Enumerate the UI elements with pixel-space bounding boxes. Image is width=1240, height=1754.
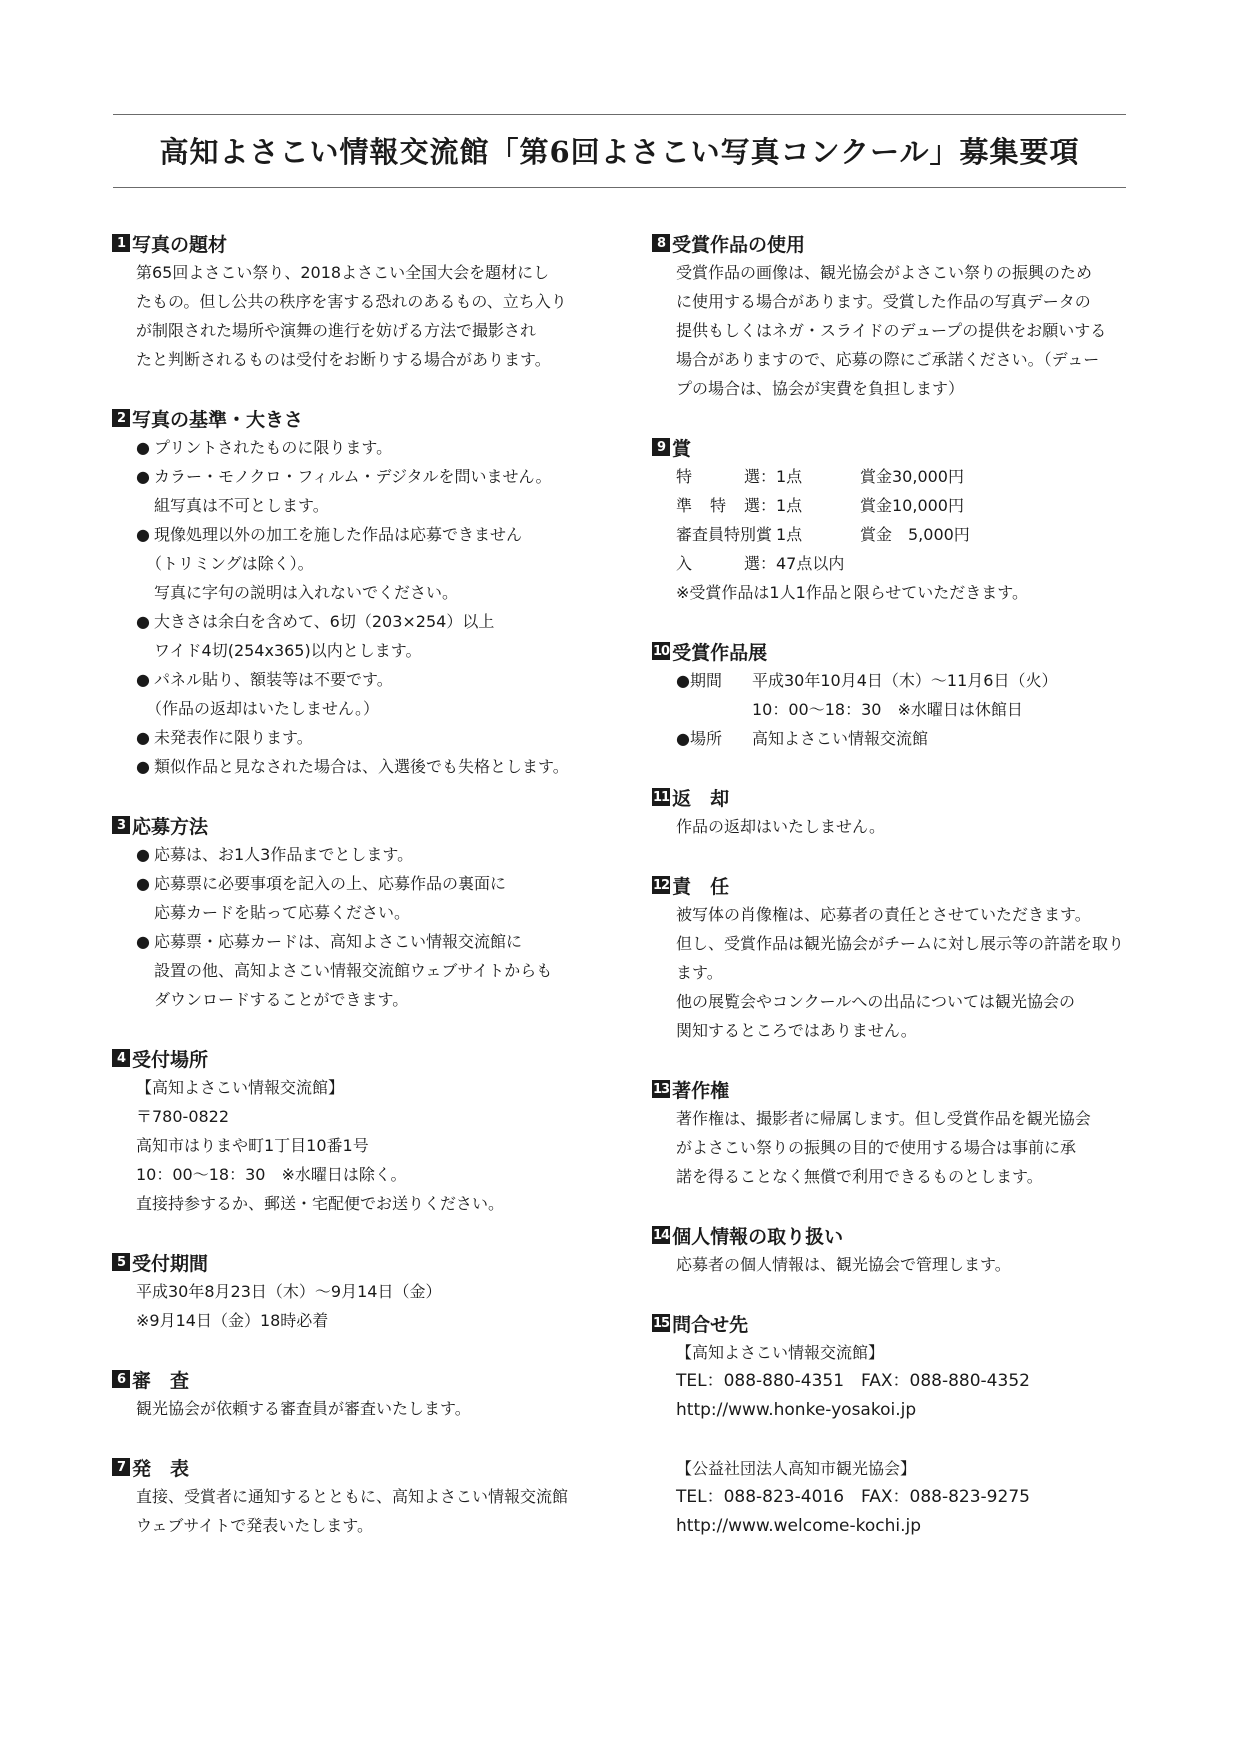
prize-count: ：1点 (760, 467, 803, 486)
section-title: 写真の基準・大きさ (132, 408, 304, 431)
prize-amount: 賞金30,000円 (860, 467, 964, 486)
text-line: 観光協会が依頼する審査員が審査いたします。 (136, 1399, 471, 1418)
bullet-icon: ● (136, 845, 150, 864)
text-line: （作品の返却はいたしません。） (146, 699, 379, 718)
exhibition-place-value: 高知よさこい情報交流館 (752, 729, 929, 748)
bullet-item: ● 応募は、お1人3作品までとします。 (136, 840, 612, 869)
prize-row (676, 462, 1132, 491)
left-column (112, 228, 612, 1540)
bullet-item: ● 類似作品と見なされた場合は、入選後でも失格とします。 (136, 752, 612, 781)
bullet-icon: ● (136, 438, 150, 457)
opening-hours: 10：00～18：30 ※水曜日は除く。 (136, 1165, 407, 1184)
section-number-badge: 14 (653, 1227, 670, 1243)
prize-name: 審査員特別賞 (676, 525, 773, 544)
text-line: たもの。但し公共の秩序を害する恐れのあるもの、立ち入り (136, 292, 567, 311)
bullet-icon: ● (136, 757, 150, 776)
contact-org: 【公益社団法人高知市観光協会】 (676, 1459, 917, 1478)
section-responsibility (652, 870, 1132, 1045)
prize-name: 入選 (676, 554, 760, 573)
prize-row (676, 520, 1132, 549)
section-judging (112, 1364, 612, 1423)
text-line: 設置の他、高知よさこい情報交流館ウェブサイトからも (154, 961, 553, 980)
text-line: 但し、受賞作品は観光協会がチームに対し展示等の許諾を取り (676, 934, 1125, 953)
section-standards (112, 403, 612, 781)
text-line: 応募者の個人情報は、観光協会で管理します。 (676, 1255, 1011, 1274)
prize-name: 準特選 (676, 496, 760, 515)
bullet-item: ● 現像処理以外の加工を施した作品は応募できません (136, 520, 612, 549)
prize-note: ※受賞作品は1人1作品と限らせていただきます。 (676, 583, 1029, 602)
section-announcement (112, 1452, 612, 1540)
section-title: 著作権 (672, 1079, 730, 1102)
text-line: 提供もしくはネガ・スライドのデュープの提供をお願いする (676, 321, 1107, 340)
section-how-to-apply (112, 810, 612, 1014)
text-line: に使用する場合があります。受賞した作品の写真データの (676, 292, 1091, 311)
exhibition-place-label: ●場所 (676, 729, 722, 748)
section-reception-period (112, 1247, 612, 1335)
right-column (652, 228, 1132, 1541)
text-line: 直接持参するか、郵送・宅配便でお送りください。 (136, 1194, 505, 1213)
section-reception-place (112, 1043, 612, 1218)
section-title: 問合せ先 (672, 1313, 749, 1336)
page-title: 高知よさこい情報交流館「第6回よさこい写真コンクール」募集要項 (159, 135, 1080, 169)
exhibition-place (676, 724, 1132, 753)
text-line: がよさこい祭りの振興の目的で使用する場合は事前に承 (676, 1138, 1077, 1157)
prize-row (676, 549, 1132, 578)
text-line: ウェブサイトで発表いたします。 (136, 1516, 373, 1535)
contact-tel-fax: TEL：088-823-4016 FAX：088-823-9275 (676, 1487, 1030, 1507)
text-line: 応募カードを貼って応募ください。 (154, 903, 411, 922)
text-line: 平成30年8月23日（木）～9月14日（金） (136, 1282, 442, 1301)
section-title: 受賞作品の使用 (672, 233, 806, 256)
section-title: 受付場所 (132, 1048, 209, 1071)
section-number-badge: 4 (112, 1049, 130, 1067)
text-line: ワイド4切(254x365)以内とします。 (154, 641, 422, 660)
text-line: ※9月14日（金）18時必着 (136, 1311, 329, 1330)
section-number-badge: 3 (112, 816, 130, 834)
prize-amount: 賞金10,000円 (860, 496, 964, 515)
section-title: 写真の題材 (132, 233, 228, 256)
bullet-icon: ● (136, 467, 150, 486)
text-line: 場合がありますので、応募の際にご承諾ください。（デュー (676, 350, 1100, 369)
contact-url-link[interactable]: http://www.welcome-kochi.jp (676, 1516, 922, 1536)
text-line: ダウンロードすることができます。 (154, 990, 409, 1009)
section-number-badge: 7 (112, 1458, 130, 1476)
section-number-badge: 9 (652, 438, 670, 456)
prize-name: 特選 (676, 467, 760, 486)
section-subject (112, 228, 612, 374)
address: 高知市はりまや町1丁目10番1号 (136, 1136, 369, 1155)
section-title: 審 査 (132, 1369, 190, 1392)
section-number-badge: 1 (112, 234, 130, 252)
text-line: 写真に字句の説明は入れないでください。 (154, 583, 459, 602)
section-title: 応募方法 (132, 815, 209, 838)
prize-amount: 賞金 5,000円 (860, 525, 970, 544)
section-number-badge: 11 (653, 789, 670, 805)
contact-url-link[interactable]: http://www.honke-yosakoi.jp (676, 1400, 917, 1420)
prize-count: ：47点以内 (760, 554, 845, 573)
contact-org: 【高知よさこい情報交流館】 (676, 1343, 885, 1362)
section-title: 返 却 (672, 787, 730, 810)
bullet-icon: ● (136, 612, 150, 631)
section-prizes (652, 432, 1132, 607)
exhibition-period (676, 666, 1132, 695)
text-line: 諾を得ることなく無償で利用できるものとします。 (676, 1167, 1043, 1186)
text-line: 組写真は不可とします。 (154, 496, 329, 515)
contact-tel-fax: TEL：088-880-4351 FAX：088-880-4352 (676, 1371, 1030, 1391)
text-line: 直接、受賞者に通知するとともに、高知よさこい情報交流館 (136, 1487, 569, 1506)
text-line: が制限された場所や演舞の進行を妨げる方法で撮影され (136, 321, 537, 340)
exhibition-hours-value: 10：00～18：30 ※水曜日は休館日 (752, 700, 1023, 719)
bullet-icon: ● (136, 728, 150, 747)
section-use-of-winning-works (652, 228, 1132, 403)
section-title: 責 任 (672, 875, 730, 898)
top-rule (113, 114, 1126, 115)
section-title: 個人情報の取り扱い (672, 1225, 844, 1248)
bullet-item: ● 大きさは余白を含めて、6切（203×254）以上 (136, 607, 612, 636)
bullet-icon: ● (136, 525, 150, 544)
section-number-badge: 10 (653, 643, 670, 659)
prize-count: ：1点 (760, 525, 803, 544)
exhibition-period-value: 平成30年10月4日（木）～11月6日（火） (752, 671, 1058, 690)
section-title: 賞 (672, 437, 692, 460)
text-line: 被写体の肖像権は、応募者の責任とさせていただきます。 (676, 905, 1091, 924)
text-line: 著作権は、撮影者に帰属します。但し受賞作品を観光協会 (676, 1109, 1091, 1128)
exhibition-period-label: ●期間 (676, 671, 722, 690)
section-copyright (652, 1074, 1132, 1191)
prize-count: ：1点 (760, 496, 803, 515)
title-underline-rule (113, 187, 1126, 188)
section-number-badge: 2 (112, 409, 130, 427)
text-line: 作品の返却はいたしません。 (676, 817, 885, 836)
bullet-icon: ● (136, 874, 150, 893)
bullet-item: ● パネル貼り、額装等は不要です。 (136, 665, 612, 694)
bullet-item: ● プリントされたものに限ります。 (136, 433, 612, 462)
section-number-badge: 6 (112, 1370, 130, 1388)
section-return (652, 782, 1132, 841)
bullet-icon: ● (136, 932, 150, 951)
text-line: プの場合は、協会が実費を負担します） (676, 379, 965, 398)
exhibition-hours (676, 695, 1132, 724)
text-line: 関知するところではありません。 (676, 1021, 917, 1040)
section-number-badge: 12 (653, 877, 670, 893)
text-line: ます。 (676, 963, 723, 982)
section-number-badge: 8 (652, 234, 670, 252)
prize-row (676, 491, 1132, 520)
text-line: 【高知よさこい情報交流館】 (136, 1078, 345, 1097)
text-line: 第65回よさこい祭り、2018よさこい全国大会を題材にし (136, 263, 550, 282)
section-personal-info (652, 1220, 1132, 1279)
bullet-item: ● 応募票に必要事項を記入の上、応募作品の裏面に (136, 869, 612, 898)
text-line: （トリミングは除く）。 (146, 554, 314, 573)
section-number-badge: 5 (112, 1253, 130, 1271)
bullet-item: ● 未発表作に限ります。 (136, 723, 612, 752)
text-line: 他の展覧会やコンクールへの出品については観光協会の (676, 992, 1076, 1011)
section-number-badge: 13 (653, 1081, 670, 1097)
section-title: 受賞作品展 (672, 641, 768, 664)
bullet-item: ● 応募票・応募カードは、高知よさこい情報交流館に (136, 927, 612, 956)
text-line: たと判断されるものは受付をお断りする場合があります。 (136, 350, 551, 369)
section-number-badge: 15 (653, 1315, 670, 1331)
text-line: 受賞作品の画像は、観光協会がよさこい祭りの振興のため (676, 263, 1093, 282)
section-title: 発 表 (132, 1457, 190, 1480)
section-title: 受付期間 (132, 1252, 209, 1275)
section-contact (652, 1308, 1132, 1541)
postal-code: 〒780-0822 (136, 1107, 230, 1126)
section-exhibition (652, 636, 1132, 753)
bullet-item: ● カラー・モノクロ・フィルム・デジタルを問いません。 (136, 462, 612, 491)
bullet-icon: ● (136, 670, 150, 689)
